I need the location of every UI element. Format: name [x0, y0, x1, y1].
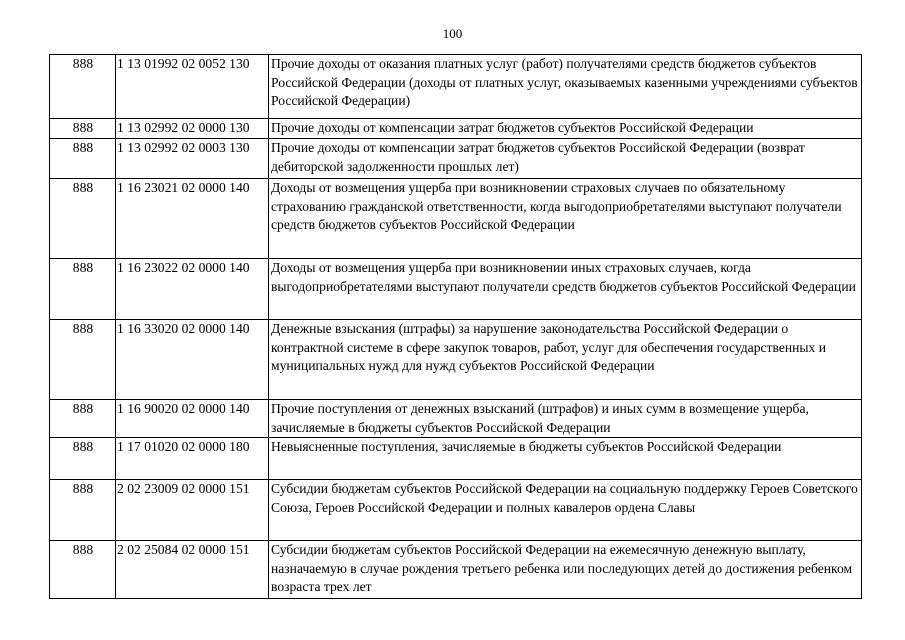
table-row — [50, 179, 862, 259]
revenue-name-cell: Прочие доходы от компенсации затрат бюджетов субъектов Российской Федерации — [269, 119, 862, 139]
admin-code-cell: 888 — [50, 139, 116, 179]
budget-code-cell: 1 16 23022 02 0000 140 — [116, 259, 269, 320]
revenue-name-cell: Денежные взыскания (штрафы) за нарушение законодательства Российской Федерации о контрактной системе в сфере закупок товаров, работ, услуг для обеспечения государственных и муниципальных нужд для нужд субъектов Российской Федерации — [269, 320, 862, 400]
admin-code-cell: 888 — [50, 541, 116, 599]
budget-code-cell: 1 16 23021 02 0000 140 — [116, 179, 269, 259]
table-row — [50, 139, 862, 179]
table-row — [50, 400, 862, 438]
admin-code-cell: 888 — [50, 179, 116, 259]
revenue-name-cell: Прочие поступления от денежных взысканий (штрафов) и иных сумм в возмещение ущерба, зачисляемые в бюджеты субъектов Российской Федерации — [269, 400, 862, 438]
table-row — [50, 55, 862, 119]
revenue-name-cell: Субсидии бюджетам субъектов Российской Федерации на ежемесячную денежную выплату, назначаемую в случае рождения третьего ребенка или последующих детей до достижения ребенком возраста трех лет — [269, 541, 862, 599]
revenue-name-cell: Доходы от возмещения ущерба при возникновении страховых случаев по обязательному страхованию гражданской ответственности, когда выгодоприобретателями выступают получатели средств бюджетов субъектов Российской Федерации — [269, 179, 862, 259]
table-row — [50, 119, 862, 139]
admin-code-cell: 888 — [50, 480, 116, 541]
admin-code-cell: 888 — [50, 320, 116, 400]
table-row — [50, 480, 862, 541]
budget-code-cell: 1 16 33020 02 0000 140 — [116, 320, 269, 400]
admin-code-cell: 888 — [50, 55, 116, 119]
revenue-name-cell: Доходы от возмещения ущерба при возникновении иных страховых случаев, когда выгодоприобретателями выступают получатели средств бюджетов субъектов Российской Федерации — [269, 259, 862, 320]
revenue-name-cell: Невыясненные поступления, зачисляемые в бюджеты субъектов Российской Федерации — [269, 438, 862, 480]
budget-code-cell: 1 17 01020 02 0000 180 — [116, 438, 269, 480]
table-row — [50, 320, 862, 400]
table-row — [50, 438, 862, 480]
budget-code-cell: 1 16 90020 02 0000 140 — [116, 400, 269, 438]
table-row — [50, 259, 862, 320]
admin-code-cell: 888 — [50, 400, 116, 438]
budget-code-cell: 1 13 02992 02 0003 130 — [116, 139, 269, 179]
revenue-name-cell: Прочие доходы от компенсации затрат бюджетов субъектов Российской Федерации (возврат дебиторской задолженности прошлых лет) — [269, 139, 862, 179]
admin-code-cell: 888 — [50, 438, 116, 480]
budget-code-cell: 1 13 02992 02 0000 130 — [116, 119, 269, 139]
page-number: 100 — [442, 26, 463, 41]
budget-code-cell: 2 02 23009 02 0000 151 — [116, 480, 269, 541]
admin-code-cell: 888 — [50, 119, 116, 139]
revenue-name-cell: Прочие доходы от оказания платных услуг (работ) получателями средств бюджетов субъектов Российской Федерации (доходы от платных услуг, оказываемых казенными учреждениями субъектов Российской Федерации) — [269, 55, 862, 119]
revenue-codes-table — [49, 54, 862, 599]
admin-code-cell: 888 — [50, 259, 116, 320]
budget-code-cell: 2 02 25084 02 0000 151 — [116, 541, 269, 599]
budget-code-cell: 1 13 01992 02 0052 130 — [116, 55, 269, 119]
revenue-name-cell: Субсидии бюджетам субъектов Российской Федерации на социальную поддержку Героев Советского Союза, Героев Российской Федерации и полных кавалеров ордена Славы — [269, 480, 862, 541]
table-row — [50, 541, 862, 599]
